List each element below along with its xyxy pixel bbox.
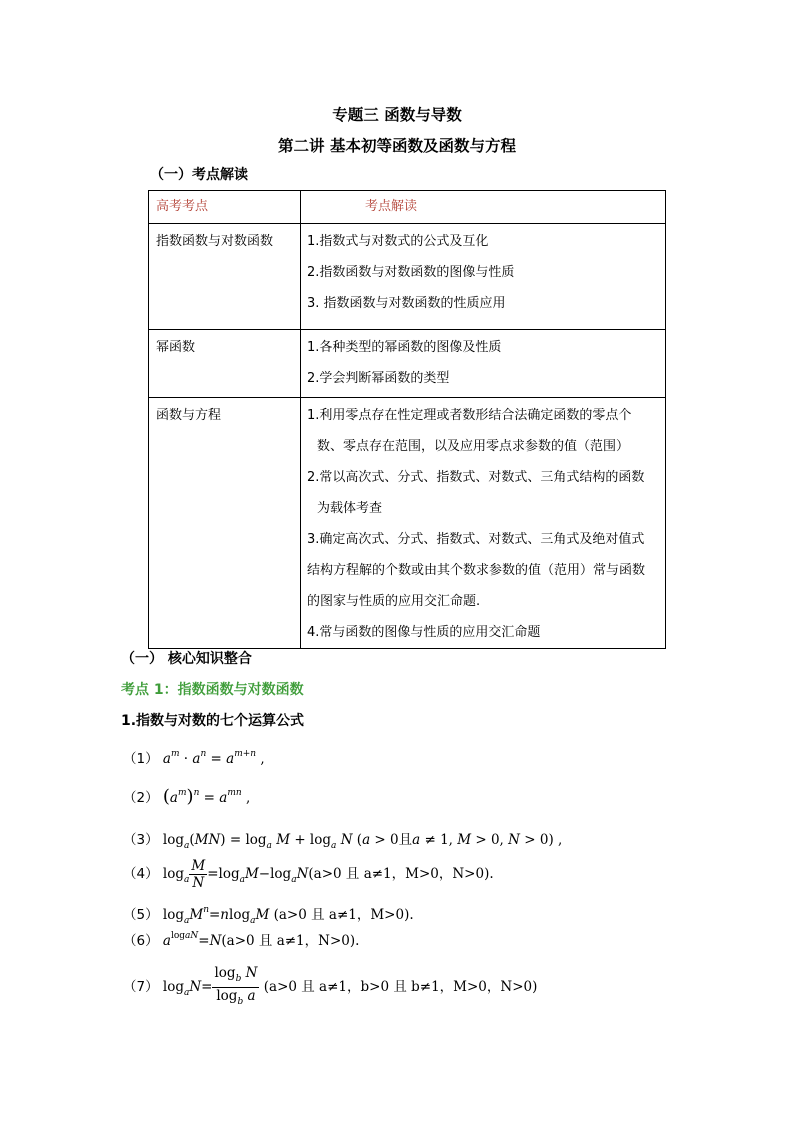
- formula-label: （6）: [123, 933, 159, 949]
- formula-label: （4）: [123, 866, 159, 882]
- formula-label: （3）: [123, 832, 159, 848]
- row-line: 4.常与函数的图像与性质的应用交汇命题: [307, 625, 541, 640]
- formula-5: （5） $\log_aM^n=nlog_aM$ (a>0 且 a≠1，M>0).: [123, 905, 414, 926]
- row-line: 1.各种类型的幂函数的图像及性质: [307, 340, 502, 355]
- row-topic: 幂函数: [156, 340, 196, 355]
- row-line: 2.学会判断幂函数的类型: [307, 371, 450, 386]
- formula-label: （1）: [123, 751, 159, 767]
- row-line: 2.指数函数与对数函数的图像与性质: [307, 265, 515, 280]
- formula-label: （5）: [123, 907, 159, 923]
- row-line: 数、零点存在范围，以及应用零点求参数的值（范围）: [317, 439, 630, 454]
- formula-1: （1） $a^m \cdot a^n = a^{m+n}$ ,: [123, 749, 265, 767]
- row-line: 1.利用零点存在性定理或者数形结合法确定函数的零点个: [307, 408, 632, 423]
- row-line: 3.确定高次式、分式、指数式、对数式、三角式及绝对值式: [307, 532, 645, 547]
- formula-cond: (a>0 且 a≠1，b>0 且 b≠1，M>0，N>0): [263, 979, 538, 995]
- formula-3: （3） $\log_a(MN) = \log_a M + \log_a N$ (a > 0且a ≠ 1, M > 0, N > 0) ,: [123, 832, 563, 851]
- row-line: 结构方程解的个数或由其个数求参数的值（范用）常与函数: [307, 563, 646, 578]
- section-heading-core-knowledge: （一） 核心知识整合: [121, 651, 252, 667]
- formula-label: （7）: [123, 979, 159, 995]
- formula-cond: (a>0 且 a≠1，N>0).: [221, 933, 360, 949]
- row-line: 1.指数式与对数式的公式及互化: [307, 234, 489, 249]
- table-row: [149, 224, 666, 330]
- table-row: [149, 398, 666, 649]
- table-header-row: [149, 191, 666, 224]
- point-heading: 考点 1：指数函数与对数函数: [121, 682, 304, 698]
- formula-cond: (a>0 且 a≠1，M>0).: [273, 907, 414, 923]
- formula-4: （4） $\log_a$ $\frac{M}{N}$ $=\log_aM-\log_aN(a>0$ 且 a≠1，M>0，N>0).: [123, 858, 494, 891]
- formula-label: （2）: [123, 790, 159, 806]
- title-lecture: 第二讲 基本初等函数及函数与方程: [278, 137, 516, 155]
- row-line: 的图家与性质的应用交汇命题.: [307, 594, 481, 609]
- row-line: 2.常以高次式、分式、指数式、对数式、三角式结构的函数: [307, 470, 645, 485]
- row-line: 3. 指数函数与对数函数的性质应用: [307, 296, 506, 311]
- title-topic: 专题三 函数与导数: [332, 106, 462, 124]
- sub-heading: 1.指数与对数的七个运算公式: [121, 713, 305, 729]
- section-heading-exam-points: （一）考点解读: [150, 167, 248, 183]
- table-row: [149, 330, 666, 398]
- formula-cond: 且: [398, 832, 413, 848]
- formula-7: （7） $\log_aN=$ $\frac{\log_b N}{\log_b a}$ (a>0 且 a≠1，b>0 且 b≠1，M>0，N>0): [123, 965, 538, 1007]
- header-exam-point: 高考考点: [156, 199, 209, 214]
- exam-points-table: [148, 190, 666, 649]
- formula-6: （6） $a^{logaN}=N(a>0$ 且 a≠1，N>0).: [123, 931, 360, 949]
- row-topic: 函数与方程: [156, 408, 222, 423]
- row-line: 为载体考查: [317, 501, 383, 516]
- formula-2: （2） $(a^m)^n = a^{mn}$ ,: [123, 786, 251, 807]
- formula-cond: (a>0 且 a≠1，M>0，N>0).: [308, 866, 494, 882]
- row-topic: 指数函数与对数函数: [156, 234, 274, 249]
- header-interpretation: 考点解读: [365, 199, 418, 214]
